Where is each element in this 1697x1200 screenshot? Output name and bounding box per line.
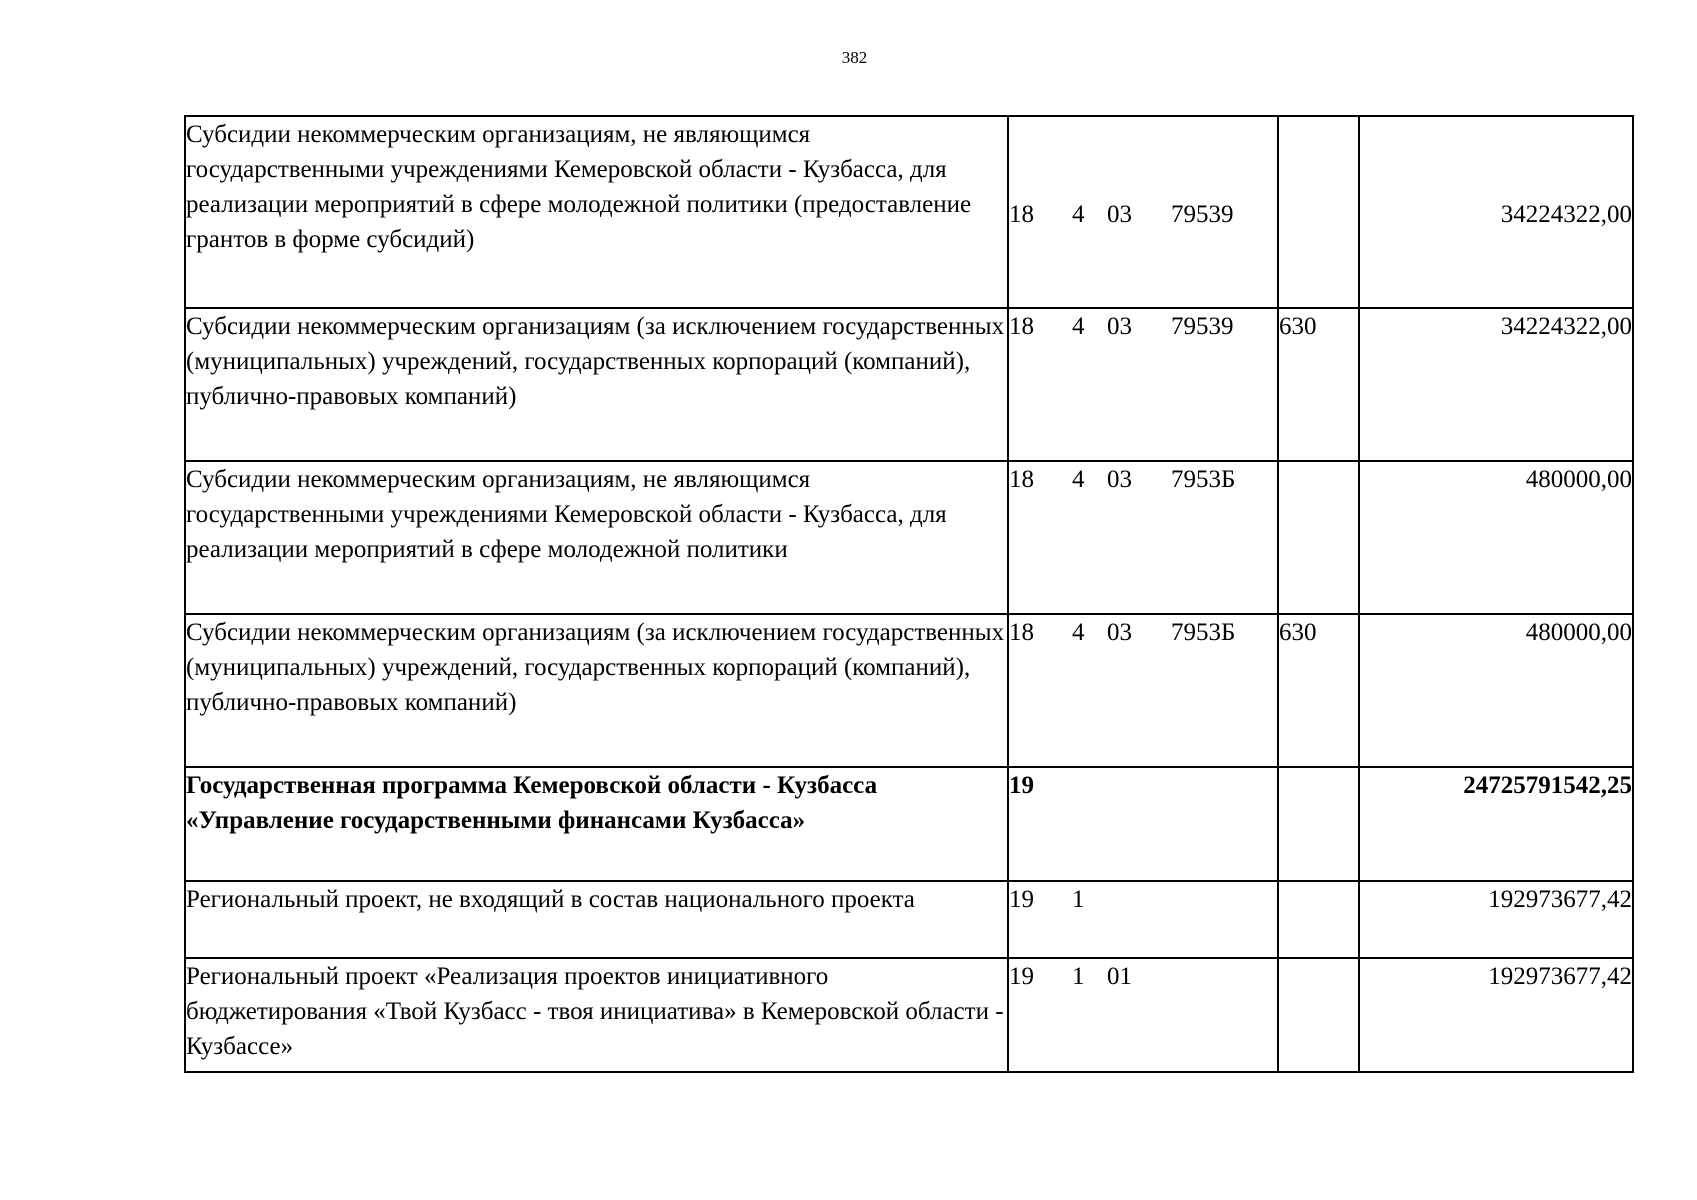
code-subprogram: 4	[1072, 313, 1085, 340]
row-expense-type	[1278, 881, 1359, 958]
row-sum: 192973677,42	[1359, 881, 1633, 958]
code-program: 18	[1009, 313, 1034, 340]
table-row	[185, 881, 1633, 958]
row-expense-type	[1278, 958, 1359, 1072]
table-row	[185, 614, 1633, 767]
row-name: Субсидии некоммерческим организациям, не являющимся государственными учреждениями Кемеровской области - Кузбасса, для реализации мероприятий в сфере молодежной политики	[185, 461, 1008, 614]
code-item: 79539	[1171, 201, 1234, 228]
code-subprogram: 4	[1072, 466, 1085, 493]
row-expense-type	[1278, 461, 1359, 614]
row-expense-type: 630	[1278, 614, 1359, 767]
code-program: 18	[1009, 619, 1034, 646]
row-code	[1008, 461, 1278, 614]
row-name: Субсидии некоммерческим организациям, не являющимся государственными учреждениями Кемеровской области - Кузбасса, для реализации мероприятий в сфере молодежной политики (предоставление грантов в форме субсидий)	[185, 116, 1008, 308]
code-subprogram: 1	[1072, 886, 1085, 913]
code-direction: 03	[1107, 466, 1132, 493]
row-code	[1008, 958, 1278, 1072]
code-item: 79539	[1171, 313, 1234, 340]
row-code	[1008, 767, 1278, 881]
code-direction: 03	[1107, 201, 1132, 228]
code-direction: 01	[1107, 963, 1132, 990]
row-code	[1008, 308, 1278, 461]
code-program: 18	[1009, 201, 1034, 228]
row-expense-type	[1278, 767, 1359, 881]
row-expense-type	[1278, 116, 1359, 308]
table-row	[185, 958, 1633, 1072]
code-item: 7953Б	[1171, 619, 1236, 646]
table-row	[185, 461, 1633, 614]
code-program: 18	[1009, 466, 1034, 493]
code-direction: 03	[1107, 619, 1132, 646]
row-name: Региональный проект «Реализация проектов инициативного бюджетирования «Твой Кузбасс - твоя инициатива» в Кемеровской области - Кузбассе»	[185, 958, 1008, 1072]
budget-table	[184, 115, 1634, 1073]
code-program: 19	[1009, 963, 1034, 990]
row-name: Субсидии некоммерческим организациям (за исключением государственных (муниципальных) учреждений, государственных корпораций (компаний), публично-правовых компаний)	[185, 308, 1008, 461]
row-name: Субсидии некоммерческим организациям (за исключением государственных (муниципальных) учреждений, государственных корпораций (компаний), публично-правовых компаний)	[185, 614, 1008, 767]
row-sum: 192973677,42	[1359, 958, 1633, 1072]
code-subprogram: 4	[1072, 619, 1085, 646]
row-sum: 34224322,00	[1359, 116, 1633, 308]
code-program: 19	[1009, 886, 1034, 913]
code-subprogram: 1	[1072, 963, 1085, 990]
row-sum: 24725791542,25	[1359, 767, 1633, 881]
row-name: Государственная программа Кемеровской области - Кузбасса «Управление государственными финансами Кузбасса»	[185, 767, 1008, 881]
row-name: Региональный проект, не входящий в состав национального проекта	[185, 881, 1008, 958]
code-item: 7953Б	[1171, 466, 1236, 493]
row-expense-type: 630	[1278, 308, 1359, 461]
row-code	[1008, 116, 1278, 308]
page-number: 382	[841, 48, 868, 67]
code-subprogram: 4	[1072, 201, 1085, 228]
row-sum: 480000,00	[1359, 461, 1633, 614]
row-sum: 34224322,00	[1359, 308, 1633, 461]
code-direction: 03	[1107, 313, 1132, 340]
row-sum: 480000,00	[1359, 614, 1633, 767]
table-row	[185, 116, 1633, 308]
code-program: 19	[1009, 772, 1034, 799]
table-row	[185, 767, 1633, 881]
table-row	[185, 308, 1633, 461]
row-code	[1008, 614, 1278, 767]
row-code	[1008, 881, 1278, 958]
